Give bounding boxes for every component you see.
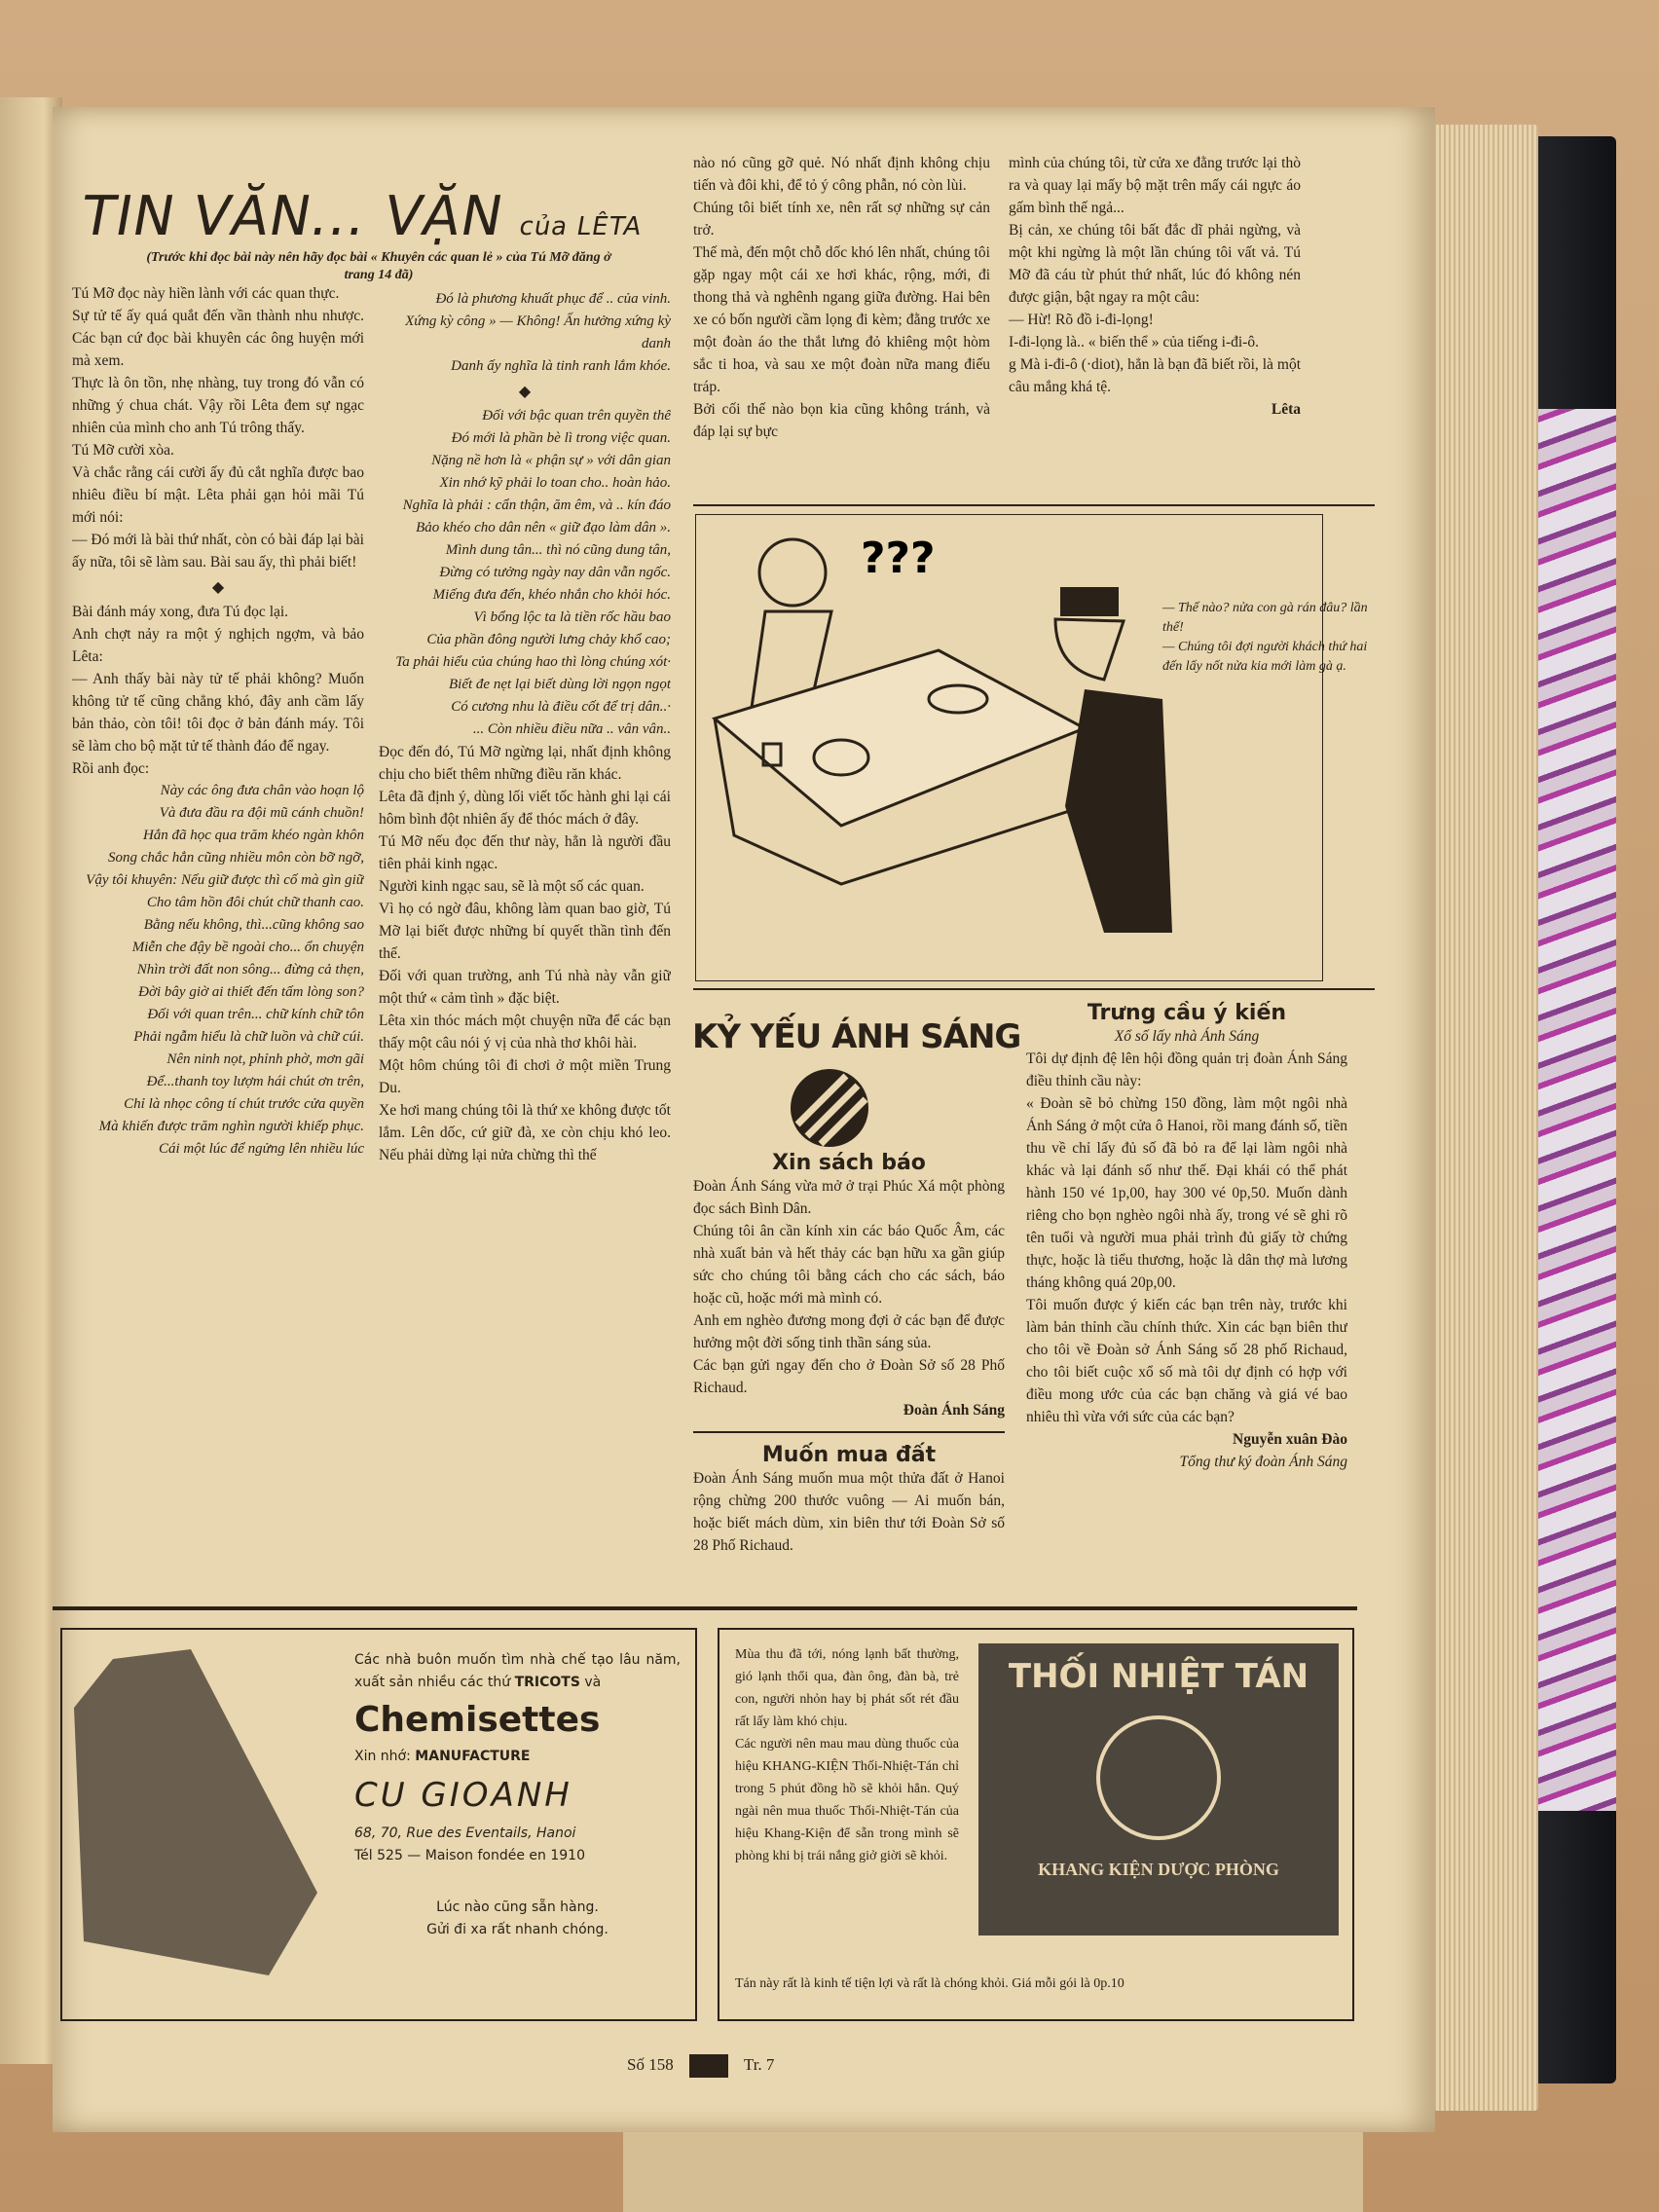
poem-line: Phải ngẫm hiểu là chữ luồn và chữ cúi. <box>133 1029 364 1045</box>
page-stack <box>1421 125 1538 2111</box>
paragraph: Tôi muốn được ý kiến các bạn trên này, trước khi làm bản thỉnh cầu chính thức. Xin các bạn biên thư cho tôi về Đoàn sở Ánh Sáng số 28 phố Richaud, cho tôi biết cuộc xổ số mà tôi dự định có hợp với điều mong ước của các bạn chăng và giá vé bao nhiêu thì vừa với sức của các bạn? <box>1026 1297 1347 1425</box>
poem-line: Chỉ là nhọc công tí chút trước cửa quyền <box>124 1096 364 1112</box>
survey-sign: Nguyễn xuân Đào <box>1233 1431 1347 1448</box>
paragraph: Tú Mỡ nếu đọc đến thư này, hẳn là người đầu tiên phải kinh ngạc. <box>379 833 671 872</box>
ad2-product-image <box>978 1643 1339 1936</box>
ad1-line1: Các nhà buôn muốn tìm nhà chế tạo lâu năm, xuất sản nhiều các thứ TRICOTS và <box>354 1652 681 1690</box>
paragraph: Bị cản, xe chúng tôi bất đắc dĩ phải ngừng, và một khi ngừng là một lần chúng tôi vất vả. Tú Mỡ đã cáu từ phút thứ nhất, lúc đó không nén được giận, bật ngay ra một câu: <box>1009 222 1301 306</box>
paragraph: Thực là ôn tồn, nhẹ nhàng, tuy trong đó vẫn có những ý chua chát. Vậy rồi Lêta đem sự ngạc nhiên của mình cho anh Tú trông thấy. <box>72 375 364 436</box>
shirt-illustration <box>74 1649 327 1980</box>
column-3 <box>693 152 990 493</box>
paragraph: Anh em nghèo đương mong đợi ở các bạn để được hưởng một đời sống tinh thần sáng sủa. <box>693 1312 1005 1351</box>
ad1-address: 68, 70, Rue des Eventails, Hanoi <box>354 1825 576 1841</box>
ad2-img-sub: KHANG KIỆN DƯỢC PHÒNG <box>1038 1860 1279 1879</box>
paragraph: Một hôm chúng tôi đi chơi ở một miền Trung Du. <box>379 1057 671 1096</box>
ad-tricots <box>60 1628 697 2021</box>
kyyeu-s1-title: Xin sách báo <box>772 1151 926 1175</box>
ad-thoi-nhiet-tan <box>718 1628 1354 2021</box>
paragraph: Anh chợt nảy ra một ý nghịch ngợm, và bảo Lêta: <box>72 626 364 665</box>
issue-number: Số 158 <box>627 2054 674 2074</box>
table-top <box>715 650 1085 826</box>
ad2-footer: Tán này rất là kinh tế tiện lợi và rất là chóng khỏi. Giá mỗi gói là 0p.10 <box>735 1976 1124 1991</box>
poem-line: Xứng kỳ công » — Không! Ấn hưởng xứng kỳ danh <box>405 313 671 351</box>
survey-title: Trưng cầu ý kiến <box>1087 1001 1287 1025</box>
poem-line: Của phần đông người lưng chảy khổ cao; <box>426 632 671 647</box>
rule-kyyeu <box>693 1431 1005 1433</box>
page-number: Tr. 7 <box>743 2054 775 2074</box>
paragraph: Người kinh ngạc sau, sẽ là một số các quan. <box>379 878 645 895</box>
kyyeu-s2-para: Đoàn Ánh Sáng muốn mua một thửa đất ở Hanoi rộng chừng 200 thước vuông — Ai muốn bán, hoặc biết mách dùm, xin biên thư tới Đoàn Sở số 28 Phố Richaud. <box>693 1470 1005 1554</box>
paragraph: — Đó mới là bài thứ nhất, còn có bài đáp lại bài ấy nữa, tôi sẽ làm sau. Bài sau ấy, thì phải biết! <box>72 532 364 571</box>
col4-paragraphs <box>1009 152 1301 398</box>
poem-line: ... Còn nhiều điều nữa .. vân vân.. <box>472 721 671 737</box>
paragraph: nào nó cũng gỡ quẻ. Nó nhất định không chịu tiến và đôi khi, để tỏ ý công phẫn, nó còn lùi. <box>693 155 990 194</box>
cartoon-caption: — Thế nào? nửa con gà rán đâu? lần thế! — Chúng tôi đợi người khách thứ hai đến lấy nốt nửa kia mới làm gà ạ. <box>1162 601 1368 674</box>
col3-paragraphs <box>693 152 990 443</box>
poem-line: Bảo khéo cho dân nên « giữ đạo làm dân ». <box>416 520 671 535</box>
anh-sang-logo <box>788 1066 871 1150</box>
paragraph: I-đi-lọng là.. « biến thể » của tiếng i-đi-ô. <box>1009 334 1259 350</box>
kyyeu-column <box>693 1151 1005 1696</box>
poem-line: Miếng đưa đến, khéo nhắn cho khỏi hóc. <box>432 587 671 603</box>
ad1-chemisettes: Chemisettes <box>354 1700 601 1740</box>
rule-ads <box>53 1606 1357 1610</box>
paragraph: — Anh thấy bài này tử tế phải không? Muốn không tử tế cũng chẳng khó, đây anh cầm lấy bản thảo, còn tôi! tôi đọc ở bản đánh máy. Tôi sẽ làm cho bộ mặt tử tế thành đáo để ngay. <box>72 671 364 755</box>
paragraph: Xe hơi mang chúng tôi là thứ xe không được tốt lắm. Lên dốc, cứ giữ đà, xe còn chịu khó leo. Nếu phải dừng lại nửa chừng thì thế <box>379 1102 671 1163</box>
paragraph: Đoàn Ánh Sáng vừa mở ở trại Phúc Xá một phòng đọc sách Bình Dân. <box>693 1178 1005 1217</box>
col1-paragraphs-2 <box>72 601 364 780</box>
survey-subtitle: Xổ số lấy nhà Ánh Sáng <box>1114 1028 1260 1045</box>
poem-line: Mình dung tân... thì nó cũng dung tân, <box>445 542 671 558</box>
article-title: TIN VĂN... VẶN của LÊTA <box>76 185 645 248</box>
poem-line: Nhìn trời đất non sông... đừng cả thẹn, <box>136 962 364 977</box>
poem-line: Vậy tôi khuyên: Nếu giữ được thì cố mà gìn giữ <box>86 872 364 888</box>
poem-line: Đó mới là phần bè lì trong việc quan. <box>451 430 671 446</box>
poem-line: Ta phải hiểu của chúng hao thì lòng chúng xót· <box>395 654 671 670</box>
paragraph: Rồi anh đọc: <box>72 760 150 777</box>
paragraph: Các bạn gửi ngay đến cho ở Đoàn Sở số 28 Phố Richaud. <box>693 1357 1005 1396</box>
paragraph: Vì họ có ngờ đâu, không làm quan bao giờ, Tú Mỡ lại biết được những bí quyết thần tình đến thế. <box>379 901 671 962</box>
diamond-separator-2: ◆ <box>518 384 532 400</box>
paragraph: Đọc đến đó, Tú Mỡ ngừng lại, nhất định không chịu cho biết thêm những điều răn khác. <box>379 744 671 783</box>
poem-line: Và đưa đầu ra đội mũ cánh chuồn! <box>159 805 364 821</box>
kyyeu-s1-paragraphs <box>693 1175 1005 1399</box>
ad1-tel: Tél 525 — Maison fondée en 1910 <box>354 1848 585 1863</box>
survey-sign-role: Tổng thư ký đoàn Ánh Sáng <box>1179 1454 1347 1470</box>
article-signature: Lêta <box>1271 401 1301 418</box>
paragraph: Chúng tôi ân cần kính xin các báo Quốc Âm, các nhà xuất bản và hết thảy các bạn hữu xa gần giúp sức cho chúng tôi bằng cách cho các sách, báo hoặc cũ, hoặc mới mà mình có. <box>693 1223 1005 1307</box>
poem-line: Hẳn đã học qua trăm khéo ngàn khôn <box>142 828 364 843</box>
poem-line: Nghĩa là phải : cẩn thận, ăm êm, và .. kín đáo <box>402 498 671 513</box>
rule-top-right <box>693 504 1375 506</box>
ad1-xinnho: Xin nhớ: MANUFACTURE <box>354 1749 531 1764</box>
poem-line: Nên ninh nọt, phỉnh phờ, mơn gãi <box>166 1051 364 1067</box>
poem-line: Danh ấy nghĩa là tinh ranh lắm khóe. <box>451 358 671 374</box>
paragraph: Tú Mỡ đọc này hiền lành với các quan thực. <box>72 285 340 302</box>
ad2-emblem <box>1096 1715 1221 1840</box>
poem-line: Biết đe nẹt lại biết dùng lời ngọn ngọt <box>449 677 671 692</box>
page-footer <box>627 2054 774 2078</box>
paragraph: Và chắc rằng cái cười ấy đủ cắt nghĩa được bao nhiêu điều bí mật. Lêta phải gạn hỏi mãi Tú mới nói: <box>72 464 364 526</box>
paragraph: Chúng tôi biết tính xe, nên rất sợ những sự cản trở. <box>693 200 990 239</box>
newspaper-logo-icon <box>689 2054 728 2078</box>
ad1-foot1: Lúc nào cũng sẵn hàng. <box>436 1899 599 1915</box>
paragraph: Thế mà, đến một chỗ dốc khó lên nhất, chúng tôi gặp ngay một cái xe hơi khác, rộng, mới, đi thong thả và nghênh ngang giữa đường. Hai bên xe có bốn người cầm lọng đi kèm; đằng trước xe một đoàn áo the thắt lưng đỏ khiêng một hòm sắc ti hoa, và sau xe một đoàn nữa mang điếu tráp. <box>693 244 990 395</box>
survey-column <box>1026 1001 1347 1696</box>
kyyeu-s1-sign: Đoàn Ánh Sáng <box>903 1402 1005 1419</box>
poem-line: Miễn che đậy bề ngoài cho... ổn chuyện <box>131 940 364 955</box>
poem-line: Để...thanh toy lượm hái chút ơn trên, <box>146 1074 364 1089</box>
poem-line: Nặng nề hơn là « phận sự » với dân gian <box>431 453 671 468</box>
customer-hat <box>1060 587 1119 616</box>
poem-line: Này các ông đưa chân vào hoạn lộ <box>160 783 364 798</box>
poem-line: Xin nhớ kỹ phải lo toan cho.. hoàn hảo. <box>439 475 671 491</box>
poem-line: Đừng có tưởng ngày nay dân vẫn ngốc. <box>439 565 671 580</box>
col2-paragraphs <box>379 741 671 1166</box>
poem-line: Có cương nhu là điều cốt để trị dân..· <box>451 699 671 715</box>
col2-poem-2 <box>379 405 671 741</box>
ad2-text-2: Các người nên mau mau dùng thuốc của hiệu KHANG-KIỆN Thối-Nhiệt-Tán chỉ trong 5 phút đồng hồ sẽ khỏi hẳn. Quý ngài nên mua thuốc Thối-Nhiệt-Tán của hiệu Khang-Kiện để sẵn trong mình sẽ phòng khi bị trái nắng giở giời sẽ khỏi. <box>735 1737 959 1863</box>
poem-line: Bằng nếu không, thì...cũng không sao <box>143 917 364 933</box>
column-2 <box>379 288 671 1704</box>
waiter-head <box>759 539 826 606</box>
ad1-brand: CU GIOANH <box>354 1776 572 1815</box>
col1-poem <box>72 780 364 1161</box>
paragraph: Tú Mỡ cười xòa. <box>72 442 174 459</box>
paragraph: Sự tử tế ấy quá quắt đến vần thành nhu nhược. Các bạn cứ đọc bài khuyên các ông huyện mới mà xem. <box>72 308 364 369</box>
survey-paragraphs <box>1026 1048 1347 1428</box>
paragraph: Lêta xin thóc mách một chuyện nữa để các bạn thấy một câu nói ý vị của nhà thơ khôi hài. <box>379 1013 671 1051</box>
kyyeu-s2-title: Muốn mua đất <box>761 1443 937 1467</box>
article-byline: của LÊTA <box>516 212 645 241</box>
ad1-foot2: Gửi đi xa rất nhanh chóng. <box>426 1922 608 1937</box>
kyyeu-title: KỶ YẾU ÁNH SÁNG <box>692 1017 1021 1056</box>
customer-face <box>1055 619 1124 680</box>
poem-line: Cho tâm hồn đôi chút chữ thanh cao. <box>146 895 364 910</box>
customer-robe <box>1065 689 1172 933</box>
paragraph: Lêta đã định ý, dùng lối viết tốc hành ghi lại cái hôm bình đột nhiên ấy để thóc mách ở đây. <box>379 789 671 828</box>
paragraph: g Mà i-đi-ô (·diot), hẳn là bạn đã biết rồi, là một câu mắng khá tệ. <box>1009 356 1301 395</box>
poem-line: Cái một lúc để ngửng lên nhiều lúc <box>158 1141 364 1157</box>
newspaper-page <box>53 107 1435 2132</box>
paragraph: — Hừ! Rõ đồ i-đi-lọng! <box>1009 312 1154 328</box>
poem-line: Mà khiến được trăm nghìn người khiếp phục. <box>98 1119 364 1134</box>
paragraph: « Đoàn sẽ bỏ chừng 150 đồng, làm một ngôi nhà Ánh Sáng ở một cửa ô Hanoi, rồi mang đánh số, tiền thu về chỉ lấy đủ số đã bỏ ra để lại làm ngôi nhà khác và lại đánh số như thế. Đại khái có thể phát hành 150 vé 1p,00, hay 300 vé 0p,50. Muốn dành riêng cho bọn nghèo ngôi nhà ấy, trong vé sẽ ghi rõ tên tuổi và người mua phải trình đủ giấy tờ chứng thực, hoặc là tiểu thương, hoặc là dân thợ mà lương tháng không quá 20p,00. <box>1026 1095 1347 1291</box>
poem-line: Đó là phương khuất phục để .. của vinh. <box>435 291 671 307</box>
paragraph: mình của chúng tôi, từ cửa xe đằng trước lại thò ra và quay lại mấy bộ mặt trên mấy cái ngực áo gấm bình thế ngả... <box>1009 155 1301 216</box>
article-note: (Trước khi đọc bài này nên hãy đọc bài « Khuyên các quan lẻ » của Tú Mỡ đăng ở trang 14 đã) <box>146 250 611 282</box>
ad2-text-1: Mùa thu đã tới, nóng lạnh bất thường, gió lạnh thổi qua, đàn ông, đàn bà, trẻ con, người nhỏn hay bị phát sốt rét đầu rất lấy làm khó chịu. <box>735 1647 959 1729</box>
poem-line: Đối với quan trên... chữ kính chữ tôn <box>147 1007 364 1022</box>
paragraph: Đối với quan trường, anh Tú nhà này vẫn giữ một thứ « cảm tình » đặc biệt. <box>379 968 671 1007</box>
col2-poem-1 <box>379 288 671 378</box>
rule-mid-right <box>693 988 1375 990</box>
column-1 <box>72 282 364 1704</box>
poem-line: Vì bổng lộc ta là tiền rốc hầu bao <box>473 609 671 625</box>
diamond-separator: ◆ <box>211 579 225 596</box>
ad2-img-title: THỐI NHIỆT TÁN <box>1008 1657 1309 1696</box>
paragraph: Tôi dự định đệ lên hội đồng quản trị đoàn Ánh Sáng điều thỉnh cầu này: <box>1026 1051 1347 1089</box>
column-4 <box>1009 152 1301 493</box>
cartoon-question-marks: ??? <box>861 534 936 583</box>
col1-paragraphs <box>72 282 364 573</box>
paragraph: Bài đánh máy xong, đưa Tú đọc lại. <box>72 604 289 620</box>
cartoon-illustration <box>695 514 1323 981</box>
poem-line: Đối với bậc quan trên quyền thế <box>482 408 671 424</box>
poem-line: Song chắc hẳn cũng nhiều môn còn bỡ ngỡ, <box>107 850 364 866</box>
poem-line: Đời bây giờ ai thiết đến tấm lòng son? <box>138 984 364 1000</box>
paragraph: Bởi cối thế nào bọn kia cũng không tránh, và đáp lại sự bực <box>693 401 990 440</box>
